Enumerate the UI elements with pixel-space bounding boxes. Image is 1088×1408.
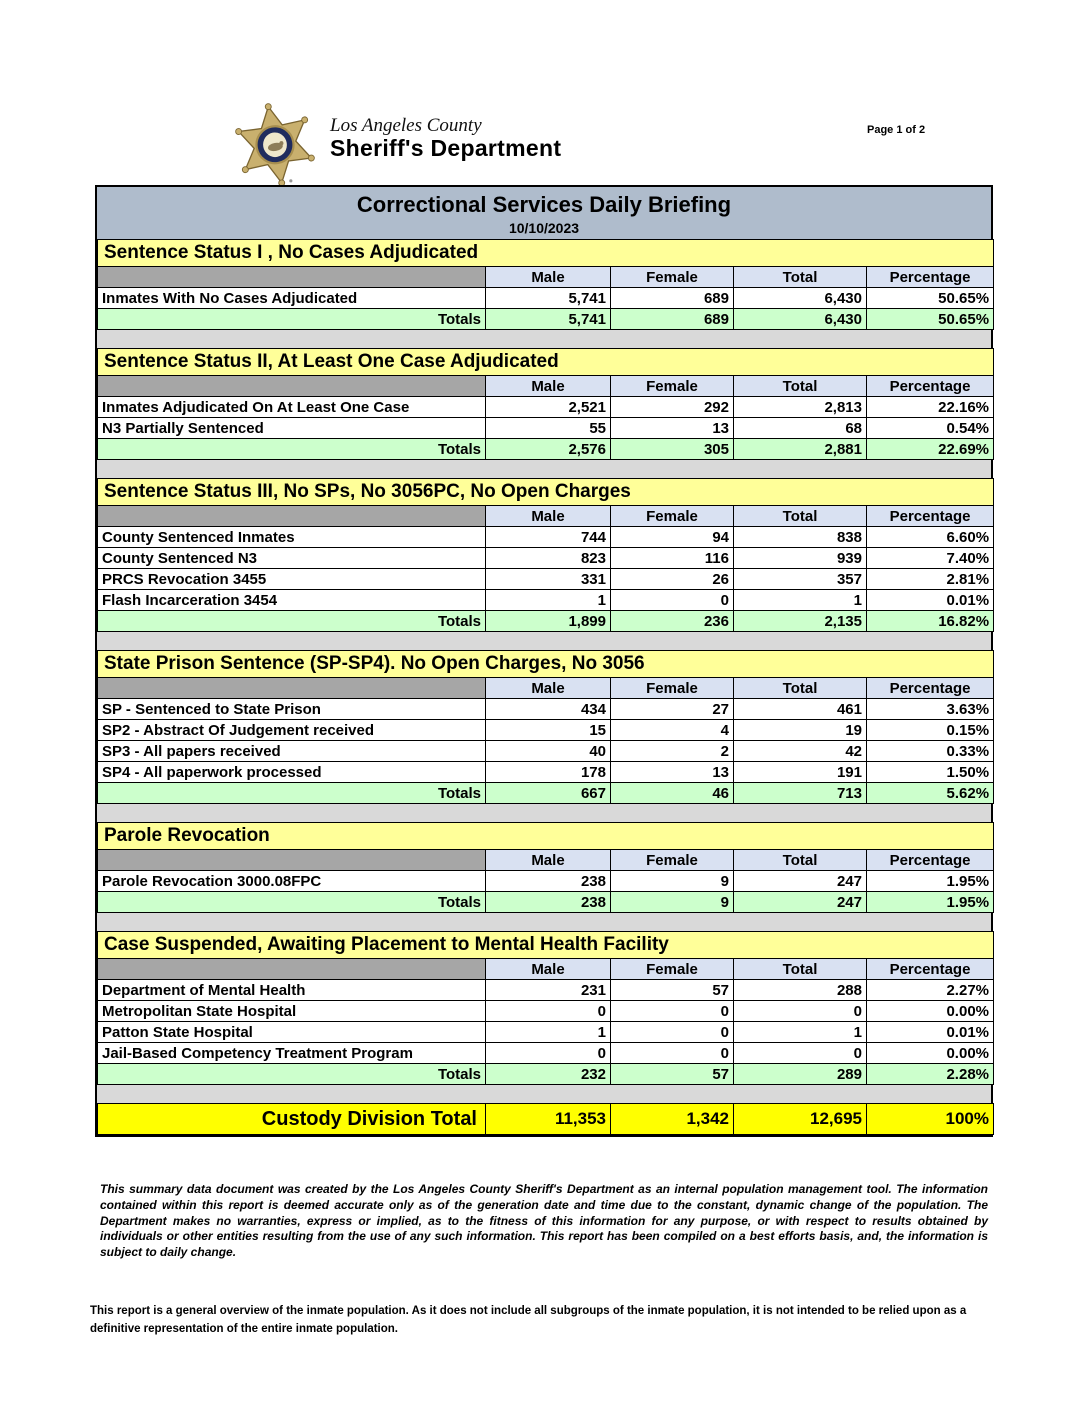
row-label: County Sentenced N3 (98, 548, 486, 569)
totals-female: 9 (611, 892, 734, 913)
row-label: PRCS Revocation 3455 (98, 569, 486, 590)
column-header-row (98, 850, 994, 871)
cell-male: 231 (486, 980, 611, 1001)
column-header-percentage: Percentage (867, 959, 994, 980)
column-header-male: Male (486, 267, 611, 288)
totals-pct: 5.62% (867, 783, 994, 804)
cell-male: 1 (486, 1022, 611, 1043)
column-header-female: Female (611, 267, 734, 288)
overview-note-text: This report is a general overview of the inmate population. As it does not include all subgroups of the inmate population, it is not intended to be relied upon as a definitive representation of the entire inmate population. (90, 1305, 967, 1335)
column-header-row (98, 376, 994, 397)
section-title-row (98, 240, 994, 267)
section-title: Sentence Status I , No Cases Adjudicated (98, 240, 994, 267)
cell-total: 19 (734, 720, 867, 741)
column-header-spacer (98, 267, 486, 288)
column-header-total: Total (734, 678, 867, 699)
report-title: Correctional Services Daily Briefing (356, 192, 732, 217)
section-spacer (97, 913, 991, 931)
cell-female: 0 (611, 1043, 734, 1064)
column-header-percentage: Percentage (867, 850, 994, 871)
cell-female: 0 (611, 1001, 734, 1022)
table-row (98, 397, 994, 418)
section-title: State Prison Sentence (SP-SP4). No Open Charges, No 3056 (98, 651, 994, 678)
cell-female: 57 (611, 980, 734, 1001)
report-sections (97, 239, 991, 1103)
totals-label: Totals (98, 892, 486, 913)
row-label: SP2 - Abstract Of Judgement received (98, 720, 486, 741)
cell-total: 838 (734, 527, 867, 548)
totals-female: 46 (611, 783, 734, 804)
column-header-spacer (98, 678, 486, 699)
section-spacer (97, 330, 991, 348)
row-label: Patton State Hospital (98, 1022, 486, 1043)
cell-pct: 0.00% (867, 1043, 994, 1064)
section-spacer (97, 460, 991, 478)
column-header-spacer (98, 959, 486, 980)
row-label: County Sentenced Inmates (98, 527, 486, 548)
totals-row (98, 611, 994, 632)
section-spacer (97, 804, 991, 822)
cell-total: 461 (734, 699, 867, 720)
cell-total: 1 (734, 590, 867, 611)
column-header-male: Male (486, 506, 611, 527)
totals-pct: 1.95% (867, 892, 994, 913)
row-label: SP4 - All paperwork processed (98, 762, 486, 783)
cell-male: 331 (486, 569, 611, 590)
cell-pct: 22.16% (867, 397, 994, 418)
cell-male: 744 (486, 527, 611, 548)
column-header-row (98, 506, 994, 527)
cell-total: 939 (734, 548, 867, 569)
agency-name-line2: Sheriff's Department (330, 135, 562, 161)
column-header-percentage: Percentage (867, 267, 994, 288)
row-label: Metropolitan State Hospital (98, 1001, 486, 1022)
cell-female: 2 (611, 741, 734, 762)
cell-male: 0 (486, 1001, 611, 1022)
cell-male: 434 (486, 699, 611, 720)
totals-label: Totals (98, 1064, 486, 1085)
totals-total: 2,881 (734, 439, 867, 460)
row-label: Parole Revocation 3000.08FPC (98, 871, 486, 892)
column-header-percentage: Percentage (867, 376, 994, 397)
cell-female: 94 (611, 527, 734, 548)
totals-total: 289 (734, 1064, 867, 1085)
totals-female: 689 (611, 309, 734, 330)
table-row (98, 1043, 994, 1064)
totals-pct: 2.28% (867, 1064, 994, 1085)
report-title-bar (97, 187, 991, 239)
totals-row (98, 1064, 994, 1085)
cell-female: 689 (611, 288, 734, 309)
totals-male: 667 (486, 783, 611, 804)
section-title-row (98, 932, 994, 959)
cell-pct: 3.63% (867, 699, 994, 720)
column-header-total: Total (734, 850, 867, 871)
section-table (97, 239, 994, 330)
cell-female: 4 (611, 720, 734, 741)
totals-male: 232 (486, 1064, 611, 1085)
totals-total: 713 (734, 783, 867, 804)
disclaimer-text: This summary data document was created by the Los Angeles County Sheriff's Department as an internal population management tool. The information contained within this report is deemed accurate only as of the generation date and time due to the constant, dynamic change of the population. The Department makes no warranties, express or implied, as to the fitness of this information for any purpose, or with respect to results obtained by individuals or other entities resulting from the use of any such information. This report has been compiled on a best efforts basis, and, the information is subject to daily change. (100, 1182, 988, 1260)
cell-total: 2,813 (734, 397, 867, 418)
report-date: 10/10/2023 (508, 220, 580, 236)
cell-male: 823 (486, 548, 611, 569)
row-label: Inmates Adjudicated On At Least One Case (98, 397, 486, 418)
row-label: Inmates With No Cases Adjudicated (98, 288, 486, 309)
table-row (98, 569, 994, 590)
sheriff-badge-icon (231, 99, 319, 187)
cell-female: 0 (611, 590, 734, 611)
section-title: Sentence Status III, No SPs, No 3056PC, No Open Charges (98, 479, 994, 506)
cell-female: 13 (611, 418, 734, 439)
totals-male: 5,741 (486, 309, 611, 330)
cell-total: 247 (734, 871, 867, 892)
cell-total: 42 (734, 741, 867, 762)
table-row (98, 699, 994, 720)
row-label: Department of Mental Health (98, 980, 486, 1001)
column-header-percentage: Percentage (867, 506, 994, 527)
section-table (97, 822, 994, 913)
page-number-label: Page 1 of 2 (867, 124, 926, 136)
section-title-row (98, 349, 994, 376)
column-header-row (98, 267, 994, 288)
cell-pct: 1.95% (867, 871, 994, 892)
column-header-female: Female (611, 376, 734, 397)
column-header-male: Male (486, 678, 611, 699)
cell-male: 2,521 (486, 397, 611, 418)
report-block (95, 185, 993, 1137)
totals-row (98, 783, 994, 804)
totals-female: 236 (611, 611, 734, 632)
cell-pct: 0.01% (867, 590, 994, 611)
cell-pct: 2.27% (867, 980, 994, 1001)
section-title-row (98, 479, 994, 506)
cell-male: 0 (486, 1043, 611, 1064)
table-row (98, 762, 994, 783)
column-header-total: Total (734, 959, 867, 980)
row-label: Flash Incarceration 3454 (98, 590, 486, 611)
totals-female: 305 (611, 439, 734, 460)
table-row (98, 720, 994, 741)
totals-row (98, 439, 994, 460)
column-header-total: Total (734, 506, 867, 527)
totals-pct: 22.69% (867, 439, 994, 460)
cell-pct: 6.60% (867, 527, 994, 548)
section-spacer (97, 632, 991, 650)
table-row (98, 1022, 994, 1043)
table-row (98, 418, 994, 439)
cell-male: 5,741 (486, 288, 611, 309)
column-header-spacer (98, 506, 486, 527)
cell-pct: 0.54% (867, 418, 994, 439)
column-header-row (98, 959, 994, 980)
cell-female: 26 (611, 569, 734, 590)
cell-male: 178 (486, 762, 611, 783)
agency-name-line1: Los Angeles County (330, 115, 482, 136)
totals-female: 57 (611, 1064, 734, 1085)
row-label: N3 Partially Sentenced (98, 418, 486, 439)
cell-total: 191 (734, 762, 867, 783)
cell-female: 292 (611, 397, 734, 418)
totals-male: 1,899 (486, 611, 611, 632)
cell-pct: 0.00% (867, 1001, 994, 1022)
cell-male: 1 (486, 590, 611, 611)
table-row (98, 590, 994, 611)
table-row (98, 527, 994, 548)
grand-total-female: 1,342 (611, 1104, 734, 1135)
section-title-row (98, 823, 994, 850)
totals-male: 238 (486, 892, 611, 913)
totals-row (98, 309, 994, 330)
cell-female: 13 (611, 762, 734, 783)
section-title-row (98, 651, 994, 678)
section-table (97, 931, 994, 1085)
cell-total: 0 (734, 1001, 867, 1022)
column-header-female: Female (611, 850, 734, 871)
column-header-spacer (98, 850, 486, 871)
totals-label: Totals (98, 439, 486, 460)
column-header-male: Male (486, 376, 611, 397)
section-title: Case Suspended, Awaiting Placement to Mental Health Facility (98, 932, 994, 959)
totals-row (98, 892, 994, 913)
cell-pct: 0.33% (867, 741, 994, 762)
grand-total-row (98, 1104, 994, 1135)
section-title: Sentence Status II, At Least One Case Adjudicated (98, 349, 994, 376)
table-row (98, 288, 994, 309)
cell-pct: 7.40% (867, 548, 994, 569)
totals-label: Totals (98, 783, 486, 804)
table-row (98, 980, 994, 1001)
totals-pct: 50.65% (867, 309, 994, 330)
column-header-spacer (98, 376, 486, 397)
section-title: Parole Revocation (98, 823, 994, 850)
grand-total-table (97, 1103, 994, 1135)
cell-pct: 0.01% (867, 1022, 994, 1043)
column-header-row (98, 678, 994, 699)
table-row (98, 871, 994, 892)
row-label: SP3 - All papers received (98, 741, 486, 762)
cell-total: 0 (734, 1043, 867, 1064)
totals-pct: 16.82% (867, 611, 994, 632)
cell-male: 238 (486, 871, 611, 892)
cell-pct: 2.81% (867, 569, 994, 590)
column-header-female: Female (611, 959, 734, 980)
section-table (97, 478, 994, 632)
totals-male: 2,576 (486, 439, 611, 460)
cell-male: 40 (486, 741, 611, 762)
cell-pct: 50.65% (867, 288, 994, 309)
agency-wordmark (330, 115, 561, 162)
grand-total-total: 12,695 (734, 1104, 867, 1135)
totals-total: 6,430 (734, 309, 867, 330)
cell-female: 116 (611, 548, 734, 569)
column-header-male: Male (486, 959, 611, 980)
cell-total: 357 (734, 569, 867, 590)
grand-total-percentage: 100% (867, 1104, 994, 1135)
row-label: Jail-Based Competency Treatment Program (98, 1043, 486, 1064)
column-header-female: Female (611, 678, 734, 699)
column-header-total: Total (734, 376, 867, 397)
cell-male: 55 (486, 418, 611, 439)
cell-female: 0 (611, 1022, 734, 1043)
grand-total-male: 11,353 (486, 1104, 611, 1135)
column-header-male: Male (486, 850, 611, 871)
table-row (98, 1001, 994, 1022)
totals-total: 2,135 (734, 611, 867, 632)
cell-pct: 1.50% (867, 762, 994, 783)
section-table (97, 650, 994, 804)
totals-label: Totals (98, 611, 486, 632)
grand-total-label: Custody Division Total (98, 1104, 486, 1135)
section-table (97, 348, 994, 460)
cell-total: 288 (734, 980, 867, 1001)
totals-total: 247 (734, 892, 867, 913)
section-spacer (97, 1085, 991, 1103)
cell-female: 27 (611, 699, 734, 720)
cell-total: 68 (734, 418, 867, 439)
column-header-total: Total (734, 267, 867, 288)
cell-pct: 0.15% (867, 720, 994, 741)
table-row (98, 741, 994, 762)
cell-female: 9 (611, 871, 734, 892)
table-row (98, 548, 994, 569)
cell-total: 6,430 (734, 288, 867, 309)
cell-male: 15 (486, 720, 611, 741)
cell-total: 1 (734, 1022, 867, 1043)
column-header-percentage: Percentage (867, 678, 994, 699)
column-header-female: Female (611, 506, 734, 527)
row-label: SP - Sentenced to State Prison (98, 699, 486, 720)
totals-label: Totals (98, 309, 486, 330)
